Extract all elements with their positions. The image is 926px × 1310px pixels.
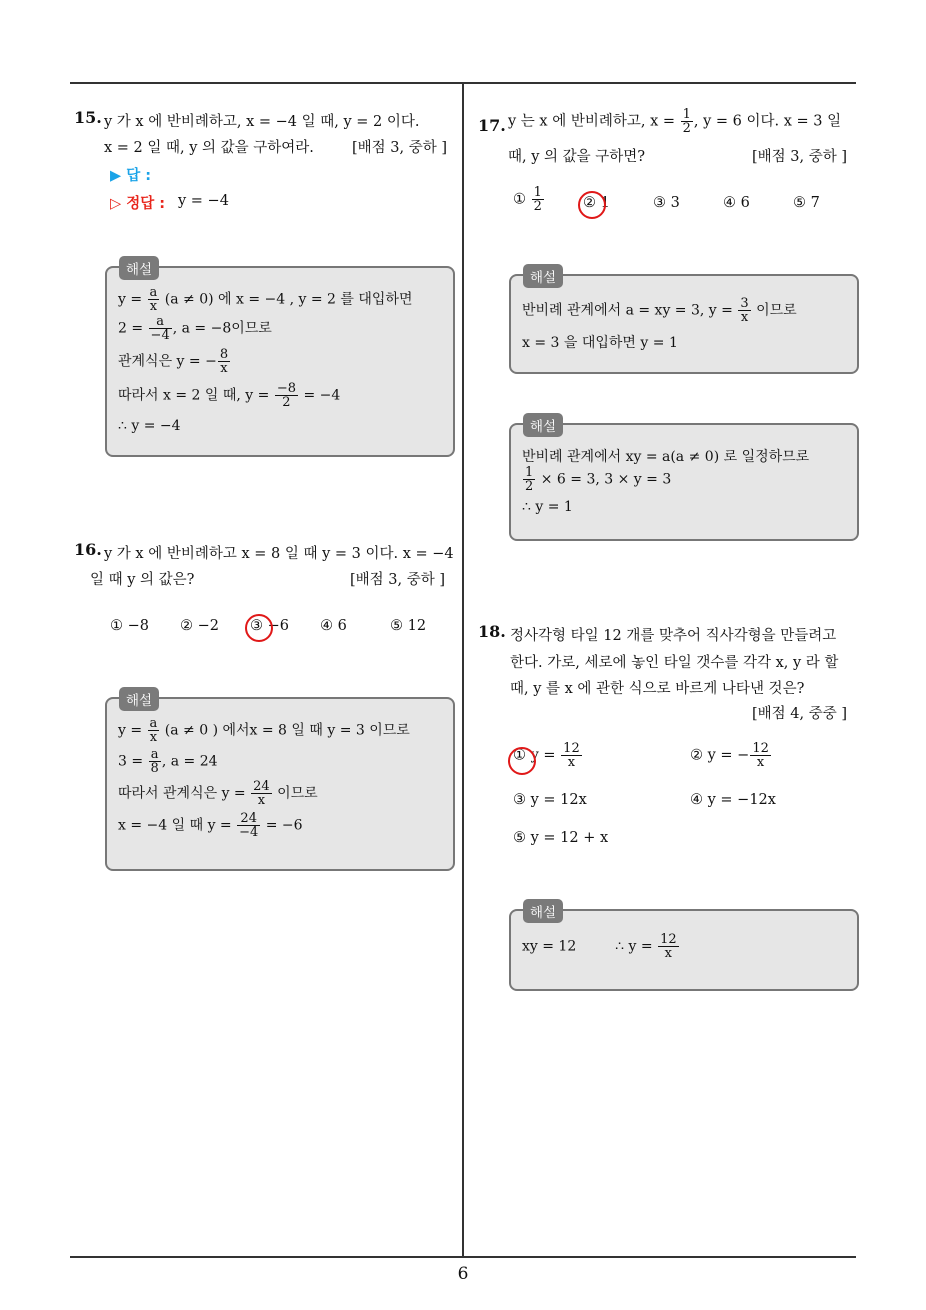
- question-number: 18.: [478, 622, 506, 641]
- question-number: 16.: [74, 540, 102, 559]
- option-5[interactable]: ⑤ 12: [390, 618, 427, 634]
- option-1[interactable]: ① $\frac{1}{2}$: [513, 185, 542, 214]
- explanation-line: 따라서 x = 2 일 때, y = $\frac{-8}{2}$ = −4: [118, 381, 341, 410]
- question-text-line1: y 가 x 에 반비례하고, x = −4 일 때, y = 2 이다.: [104, 114, 420, 130]
- fraction: $\frac{1}{2}$: [525, 465, 534, 494]
- question-text-line3: 때, y 를 x 에 관한 식으로 바르게 나타낸 것은?: [510, 681, 805, 697]
- explanation-line: 따라서 관계식은 y = $\frac{24}{x}$ 이므로: [118, 779, 318, 808]
- answer-mark-circle: [578, 191, 606, 219]
- fraction: $\frac{1}{2}$: [682, 107, 691, 136]
- explanation-line: 2 = $\frac{a}{-4}$ , a = −8이므로: [118, 314, 272, 343]
- option-5[interactable]: ⑤ 7: [793, 195, 820, 211]
- explanation-line: xy = 12 ∴ y = $\frac{12}{x}$: [522, 932, 677, 961]
- fraction: $\frac{24}{x}$: [253, 779, 270, 808]
- option-1[interactable]: ① y = $\frac{12}{x}$: [513, 741, 580, 770]
- fraction: $\frac{a}{-4}$: [150, 314, 170, 343]
- explanation-line: 관계식은 y = − $\frac{8}{x}$: [118, 347, 229, 376]
- question-text-line1: 정사각형 타일 12 개를 맞추어 직사각형을 만들려고: [510, 628, 837, 644]
- answer-label: ▶ 답 :: [110, 168, 152, 184]
- answer-mark-circle: [508, 747, 536, 775]
- explanation-line: ∴ y = −4: [118, 418, 181, 434]
- explanation-line: ∴ y = 1: [522, 499, 573, 515]
- explanation-line: y = $\frac{a}{x}$ (a ≠ 0 ) 에서x = 8 일 때 y = 3 이므로: [118, 716, 410, 745]
- question-text-line1: y 는 x 에 반비례하고, x = $\frac{1}{2}$ , y = 6 이다. x = 3 일: [508, 107, 842, 136]
- fraction: $\frac{24}{-4}$: [239, 811, 259, 840]
- fraction: $\frac{a}{x}$: [149, 285, 158, 314]
- score-label: [배점 3, 중하 ]: [752, 149, 848, 165]
- explanation-box: [509, 274, 859, 374]
- option-4[interactable]: ④ 6: [723, 195, 750, 211]
- explanation-line: 3 = $\frac{a}{8}$ , a = 24: [118, 747, 218, 776]
- option-2[interactable]: ② −2: [180, 618, 219, 634]
- option-3[interactable]: ③ −6: [250, 618, 289, 634]
- question-text-line2: 한다. 가로, 세로에 놓인 타일 갯수를 각각 x, y 라 할: [510, 655, 839, 671]
- option-2[interactable]: ② y = − $\frac{12}{x}$: [690, 741, 769, 770]
- explanation-tag: 해설: [523, 413, 563, 437]
- score-label: [배점 3, 중하 ]: [352, 140, 448, 156]
- question-text-line2: 때, y 의 값을 구하면?: [508, 149, 646, 165]
- fraction: $\frac{3}{x}$: [740, 296, 749, 325]
- fraction: $\frac{-8}{2}$: [276, 381, 297, 410]
- answer-mark-circle: [245, 614, 273, 642]
- question-number: 17.: [478, 116, 506, 135]
- fraction: $\frac{8}{x}$: [219, 347, 229, 376]
- question-text-line2: x = 2 일 때, y 의 값을 구하여라.: [104, 140, 314, 156]
- option-4[interactable]: ④ y = −12x: [690, 792, 776, 808]
- fraction: $\frac{1}{2}$: [533, 185, 542, 214]
- explanation-line: y = $\frac{a}{x}$ (a ≠ 0) 에 x = −4 , y = 2 를 대입하면: [118, 285, 413, 314]
- fraction: $\frac{a}{x}$: [149, 716, 158, 745]
- fraction: $\frac{12}{x}$: [752, 741, 769, 770]
- column-divider: [462, 82, 464, 1257]
- explanation-line: x = 3 을 대입하면 y = 1: [522, 335, 678, 351]
- option-2[interactable]: ② 1: [583, 195, 610, 211]
- question-text-line1: y 가 x 에 반비례하고 x = 8 일 때 y = 3 이다. x = −4: [104, 546, 454, 562]
- score-label: [배점 4, 중중 ]: [752, 706, 848, 722]
- explanation-tag: 해설: [523, 264, 563, 288]
- explanation-line: $\frac{1}{2}$ × 6 = 3, 3 × y = 3: [525, 465, 672, 494]
- explanation-tag: 해설: [119, 687, 159, 711]
- fraction: $\frac{12}{x}$: [563, 741, 580, 770]
- fraction: $\frac{12}{x}$: [660, 932, 677, 961]
- question-text-line2: 일 때 y 의 값은?: [90, 572, 195, 588]
- explanation-line: 반비례 관계에서 a = xy = 3, y = $\frac{3}{x}$ 이므로: [522, 296, 797, 325]
- explanation-tag: 해설: [119, 256, 159, 280]
- option-5[interactable]: ⑤ y = 12 + x: [513, 830, 609, 846]
- correct-answer-label: ▷ 정답 :: [110, 196, 166, 212]
- score-label: [배점 3, 중하 ]: [350, 572, 446, 588]
- option-3[interactable]: ③ 3: [653, 195, 680, 211]
- option-1[interactable]: ① −8: [110, 618, 149, 634]
- explanation-tag: 해설: [523, 899, 563, 923]
- page-number: 6: [457, 1264, 469, 1284]
- question-number: 15.: [74, 108, 102, 127]
- correct-answer-value: y = −4: [178, 193, 229, 209]
- explanation-line: 반비례 관계에서 xy = a(a ≠ 0) 로 일정하므로: [522, 449, 810, 465]
- explanation-line: x = −4 일 때 y = $\frac{24}{-4}$ = −6: [118, 811, 303, 840]
- fraction: $\frac{a}{8}$: [150, 747, 159, 776]
- option-4[interactable]: ④ 6: [320, 618, 347, 634]
- bottom-rule: [70, 1256, 856, 1258]
- option-3[interactable]: ③ y = 12x: [513, 792, 587, 808]
